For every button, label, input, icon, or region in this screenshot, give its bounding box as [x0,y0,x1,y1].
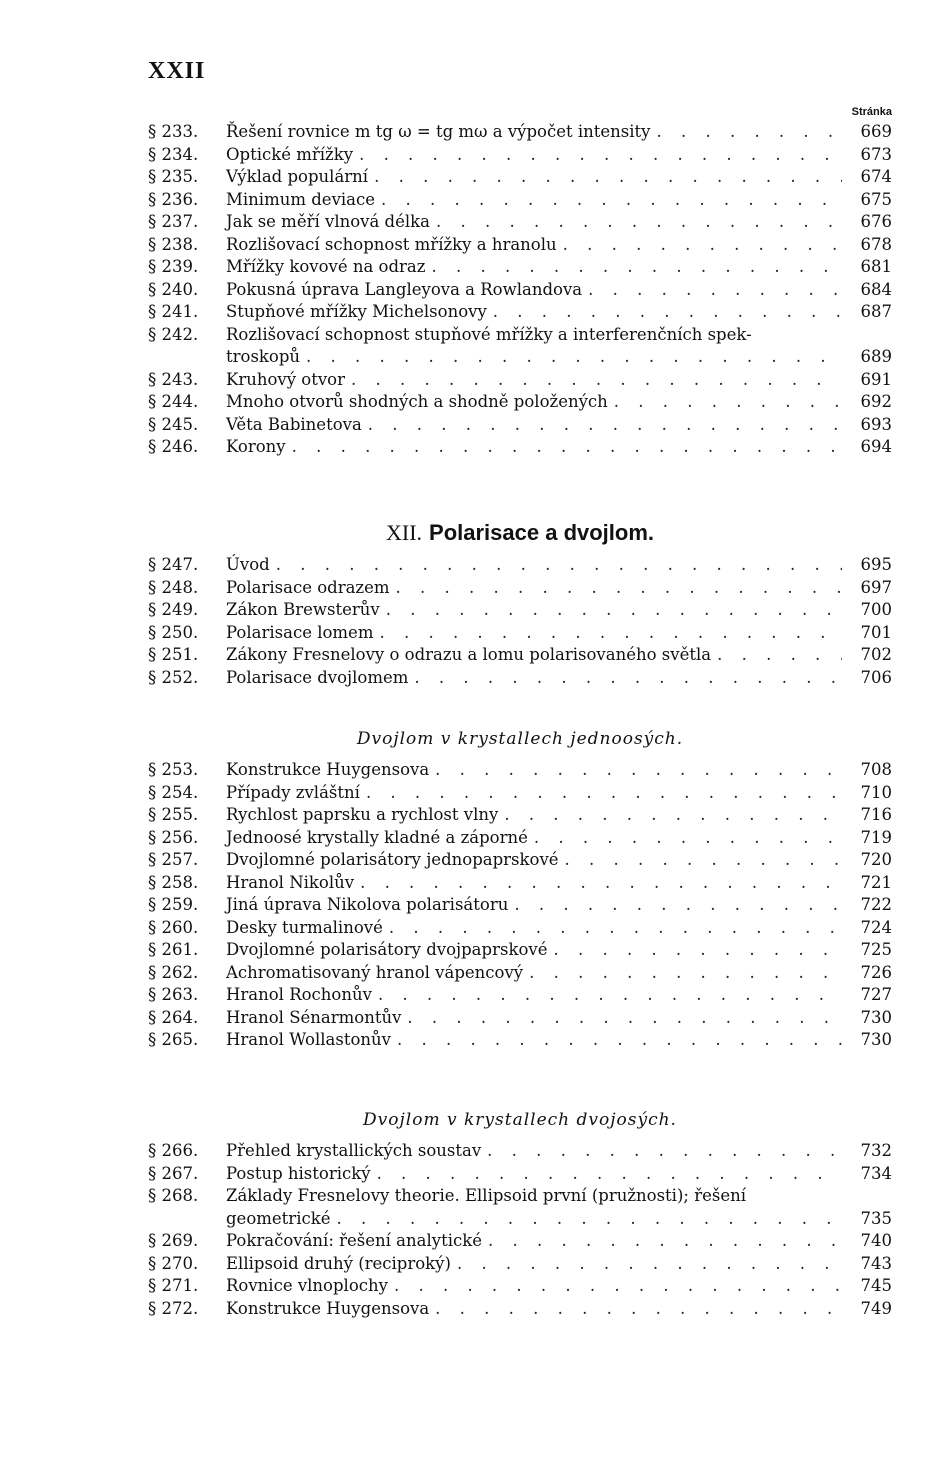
chapter-heading [148,518,892,549]
entry-title: Hranol Sénarmontův [226,1007,402,1027]
leader-dots [372,984,842,1007]
entry-title-continued: troskopů [226,347,301,366]
entry-title: Hranol Wollastonův [226,1030,391,1049]
entry-title: Věta Babinetova [226,414,362,434]
toc-entry [148,599,892,622]
leader-dots [557,234,842,257]
toc-entry [148,414,892,437]
page-ref: 694 [860,437,892,456]
section-number: § 233. [148,122,199,141]
entry-title: Rychlost paprsku a rychlost vlny [226,805,499,824]
toc-entry [148,759,892,782]
entry-title: Úvod [226,555,270,574]
page-ref: 689 [860,347,892,366]
entry-title: Polarisace odrazem [226,577,390,597]
section-number: § 263. [148,985,199,1004]
page-ref: 669 [860,122,892,141]
section-number: § 253. [148,760,199,779]
toc-entry [148,369,892,392]
section-number: § 240. [148,279,199,299]
page-ref: 675 [860,189,892,209]
entry-title: Mnoho otvorů shodných a shodně položených [226,392,608,411]
leader-dots [391,1029,842,1052]
leader-dots [487,301,842,324]
leader-dots [286,436,842,459]
entry-title: Postup historický [226,1163,371,1183]
leader-dots [429,1298,842,1321]
toc-entry [148,1163,892,1186]
page-ref: 695 [860,555,892,574]
entry-title: Řešení rovnice m tg ω = tg mω a výpočet intensity [226,122,651,141]
toc-entry [148,189,892,212]
section-number: § 257. [148,850,199,869]
entry-title: Dvojlomné polarisátory dvojpaprskové [226,940,548,959]
page-ref: 726 [860,962,892,982]
entry-title: Mřížky kovové na odraz [226,257,426,276]
leader-dots [523,962,842,985]
entry-title: Polarisace dvojlomem [226,667,409,687]
page-number: XXII [148,58,206,84]
leader-dots [401,1007,842,1030]
toc-entry [148,894,892,917]
toc-entry [148,211,892,234]
toc-entry [148,872,892,895]
toc-entry [148,436,892,459]
toc-entry [148,1230,892,1253]
toc-entry [148,827,892,850]
page-ref: 673 [860,144,892,164]
toc-entry [148,1253,892,1276]
entry-title: Rozlišovací schopnost stupňové mřížky a interferenčních spek- [226,324,752,344]
leader-dots [508,894,842,917]
page-ref: 700 [860,600,892,619]
toc-entry [148,667,892,690]
subheading-biaxial: Dvojlom v krystallech dvojosých. [363,1110,677,1130]
entry-title: Hranol Nikolův [226,872,355,892]
section-number: § 236. [148,189,199,209]
entry-title: Výklad populární [226,167,369,186]
section-number: § 251. [148,645,199,664]
leader-dots [368,166,842,189]
page-ref: 678 [860,234,892,254]
leader-dots [388,1275,842,1298]
section-number: § 244. [148,392,199,411]
subheading-uniaxial: Dvojlom v krystallech jednoosých. [356,729,684,749]
entry-title: Rovnice vlnoplochy [226,1276,388,1295]
toc-entry [148,144,892,167]
leader-dots [425,256,842,279]
toc-entry [148,577,892,600]
page-column-header: Stránka [851,106,892,118]
toc-group-uniaxial [148,759,892,1052]
section-number: § 252. [148,667,199,687]
entry-title: Přehled krystallických soustav [226,1141,482,1160]
toc-entry [148,279,892,302]
leader-dots [360,782,842,805]
toc-entry [148,1185,892,1230]
page-ref: 692 [860,392,892,411]
section-number: § 243. [148,369,199,389]
entry-title: Konstrukce Huygensova [226,1298,430,1318]
section-number: § 246. [148,437,199,456]
toc-entry [148,939,892,962]
page-ref: 724 [860,917,892,937]
page-ref: 722 [860,895,892,914]
section-number: § 245. [148,414,199,434]
entry-title: Ellipsoid druhý (reciproký) [226,1253,451,1273]
leader-dots [390,577,842,600]
toc-entry [148,984,892,1007]
page-ref: 720 [860,850,892,869]
page-ref: 674 [860,167,892,186]
toc-entry [148,234,892,257]
page-ref: 749 [860,1298,892,1318]
toc-entry [148,917,892,940]
entry-title: Polarisace lomem [226,622,374,642]
leader-dots [559,849,842,872]
leader-dots [608,391,842,414]
entry-title: Jak se měří vlnová délka [226,212,430,231]
page-ref: 743 [860,1253,892,1273]
leader-dots [300,346,842,369]
entry-title: Stupňové mřížky Michelsonovy [226,302,487,321]
page-ref: 725 [860,940,892,959]
toc-entry [148,1029,892,1052]
leader-dots [330,1208,842,1231]
page-ref: 701 [860,622,892,642]
leader-dots [429,759,842,782]
chapter-title: Polarisace a dvojlom. [429,520,655,545]
section-number: § 248. [148,577,199,597]
section-number: § 261. [148,940,199,959]
leader-dots [711,644,842,667]
page-ref: 745 [860,1276,892,1295]
section-number: § 260. [148,917,199,937]
toc-entry [148,782,892,805]
entry-title-continued: geometrické [226,1208,331,1228]
toc-entry [148,121,892,144]
entry-title: Minimum deviace [226,189,376,209]
page-ref: 706 [860,667,892,687]
entry-title: Pokračování: řešení analytické [226,1231,482,1250]
leader-dots [375,189,842,212]
page-ref: 735 [860,1208,892,1228]
chapter-roman-numeral: XII. [385,520,423,545]
section-number: § 242. [148,324,199,344]
section-number: § 262. [148,962,199,982]
entry-title: Desky turmalinové [226,917,383,937]
toc-entry [148,644,892,667]
toc-entry [148,1298,892,1321]
leader-dots [371,1163,842,1186]
page-ref: 708 [860,760,892,779]
leader-dots [482,1230,842,1253]
section-number: § 256. [148,827,199,847]
page-ref: 697 [860,577,892,597]
leader-dots [362,414,842,437]
page-ref: 676 [860,212,892,231]
entry-title: Jiná úprava Nikolova polarisátoru [226,895,509,914]
section-number: § 238. [148,234,199,254]
page-ref: 681 [860,257,892,276]
entry-title: Případy zvláštní [226,782,360,802]
page-ref: 693 [860,414,892,434]
page-ref: 687 [860,302,892,321]
page-ref: 719 [860,827,892,847]
entry-title: Jednoosé krystally kladné a záporné [226,827,528,847]
page-ref: 730 [860,1007,892,1027]
page-ref: 691 [860,369,892,389]
leader-dots [353,144,842,167]
section-number: § 268. [148,1186,199,1205]
entry-title: Rozlišovací schopnost mřížky a hranolu [226,234,557,254]
leader-dots [383,917,842,940]
entry-title: Achromatisovaný hranol vápencový [226,962,524,982]
leader-dots [373,622,842,645]
page-ref: 684 [860,279,892,299]
section-number: § 241. [148,302,199,321]
leader-dots [547,939,842,962]
toc-group-polarisation [148,554,892,689]
toc-entry [148,622,892,645]
section-number: § 247. [148,555,199,574]
toc-entry [148,301,892,324]
entry-title: Pokusná úprava Langleyova a Rowlandova [226,279,583,299]
entry-title: Dvojlomné polarisátory jednopaprskové [226,850,559,869]
toc-entry [148,1275,892,1298]
leader-dots [528,827,842,850]
leader-dots [354,872,842,895]
section-number: § 239. [148,257,199,276]
toc-group-biaxial [148,1140,892,1320]
section-number: § 254. [148,782,199,802]
page-ref: 710 [860,782,892,802]
toc-entry [148,554,892,577]
entry-title: Korony [226,437,286,456]
toc-entry [148,1140,892,1163]
toc-entry [148,166,892,189]
section-number: § 258. [148,872,199,892]
entry-title: Hranol Rochonův [226,985,372,1004]
section-number: § 270. [148,1253,199,1273]
section-number: § 265. [148,1030,199,1049]
toc-entry [148,324,892,369]
section-number: § 269. [148,1231,199,1250]
section-number: § 250. [148,622,199,642]
entry-title: Kruhový otvor [226,369,345,389]
toc-entry [148,962,892,985]
section-number: § 235. [148,167,199,186]
leader-dots [270,554,842,577]
page-ref: 730 [860,1030,892,1049]
entry-title: Zákon Brewsterův [226,600,380,619]
leader-dots [345,369,842,392]
toc-entry [148,849,892,872]
toc-entry [148,804,892,827]
toc-entry [148,256,892,279]
leader-dots [451,1253,842,1276]
leader-dots [650,121,842,144]
page-ref: 740 [860,1231,892,1250]
leader-dots [430,211,842,234]
leader-dots [498,804,842,827]
entry-title: Optické mřížky [226,144,354,164]
section-number: § 255. [148,805,199,824]
page-ref: 732 [860,1141,892,1160]
entry-title: Zákony Fresnelovy o odrazu a lomu polarisovaného světla [226,645,712,664]
page-ref: 716 [860,805,892,824]
section-number: § 259. [148,895,199,914]
leader-dots [380,599,842,622]
section-number: § 267. [148,1163,199,1183]
leader-dots [481,1140,842,1163]
section-number: § 237. [148,212,199,231]
leader-dots [408,667,842,690]
section-number: § 272. [148,1298,199,1318]
section-number: § 271. [148,1276,199,1295]
page-ref: 727 [860,985,892,1004]
toc-entry [148,391,892,414]
page-ref: 702 [860,645,892,664]
section-number: § 234. [148,144,199,164]
page-ref: 734 [860,1163,892,1183]
toc-entry [148,1007,892,1030]
section-number: § 266. [148,1141,199,1160]
toc-group-diffraction [148,121,892,459]
entry-title: Základy Fresnelovy theorie. Ellipsoid první (pružnosti); řešení [226,1186,746,1205]
section-number: § 264. [148,1007,199,1027]
page-ref: 721 [860,872,892,892]
section-number: § 249. [148,600,199,619]
entry-title: Konstrukce Huygensova [226,760,430,779]
leader-dots [582,279,842,302]
